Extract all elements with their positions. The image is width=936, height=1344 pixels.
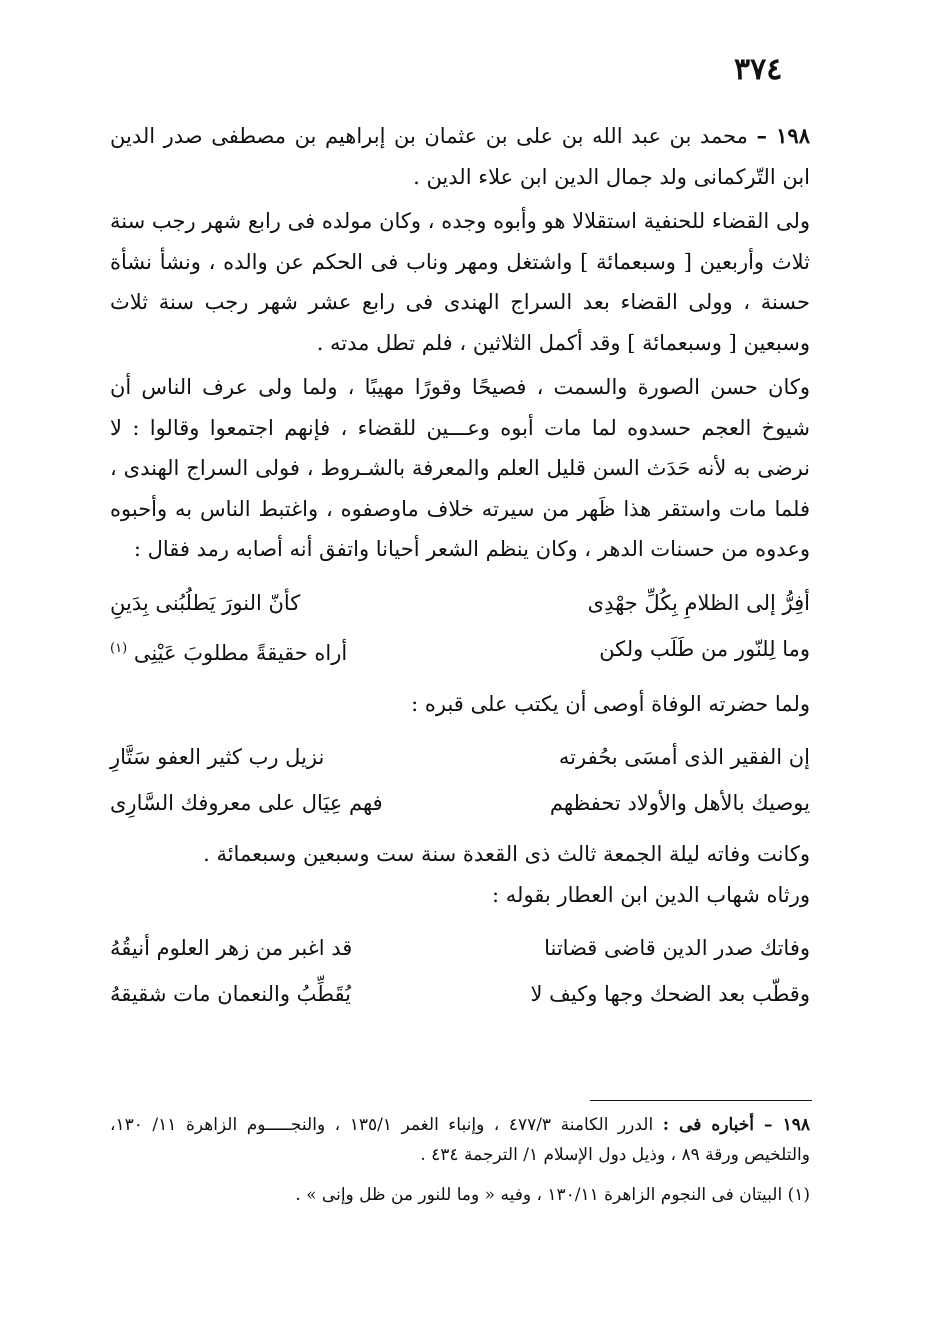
paragraph-character: وكان حسن الصورة والسمت ، فصيحًا وقورًا مهيبًا ، ولما ولى عرف الناس أن شيوخ العجم حسدوه لما مات أبوه وعـــين للقضاء ، فإنهم اجتمعوا وقالوا : لا نرضى به لأنه حَدَث السن قليل العلم والمعرفة بالشـروط ، فولى السراج الهندى ، فلما مات واستقر هذا ظَهر من سيرته خلاف ماوصفوه ، واغتبط الناس به وأحبوه وعدوه من حسنات الدهر ، وكان ينظم الشعر أحيانا واتفق أنه أصابه رمد فقال : (110, 375, 810, 561)
hemistich-first: إن الفقير الذى أمسَى بحُفرته (558, 745, 810, 769)
footnotes (110, 1110, 810, 1210)
verse (110, 626, 810, 676)
verse (110, 734, 810, 780)
hemistich-first: وقطّب بعد الضحك وجها وكيف لا (530, 982, 810, 1006)
hemistich-second: قد اغبر من زهر العلوم أنيقُهُ (110, 936, 353, 960)
footnote-sources-text: الدرر الكامنة ٤٧٧/٣ ، وإنباء الغمر ١٣٥/١ ، والنجـــــوم الزاهرة ١١/ ١٣٠، والتلخيص ورقة ٨٩ ، وذيل دول الإسلام ١/ الترجمة ٤٣٤ . (110, 1115, 810, 1165)
footnote-lead: ١٩٨ – أخباره فى : (662, 1115, 810, 1135)
paragraph-death-date: وكانت وفاته ليلة الجمعة ثالث ذى القعدة سنة ست وسبعين وسبعمائة . (203, 842, 810, 866)
hemistich-first: أفِرُّ إلى الظلامِ بِكُلِّ جهْدِى (587, 590, 810, 615)
main-text (110, 116, 810, 1025)
verse (110, 971, 810, 1017)
hemistich-second (110, 626, 450, 676)
verse (110, 925, 810, 971)
poem-elegy (110, 925, 810, 1017)
verse (110, 580, 810, 626)
entry-heading-text: محمد بن عبد الله بن على بن عثمان بن إبراهيم بن مصطفى صدر الدين ابن التّركمانى ولد جمال الدين ابن علاء الدين . (110, 124, 810, 189)
footnote-sources (110, 1110, 810, 1170)
entry-number: ١٩٨ – (756, 123, 810, 148)
hemistich-first: وما لِلنّور من طَلَب ولكن (599, 636, 810, 661)
entry-heading (110, 116, 810, 197)
footnote-verses: (١) البيتان فى النجوم الزاهرة ١٣٠/١١ ، وفيه « وما للنور من ظل وإنى » . (295, 1185, 810, 1205)
paragraph-death: ولما حضرته الوفاة أوصى أن يكتب على قبره : (411, 691, 810, 716)
hemistich-second-text: أراه حقيقةً مطلوبَ عَيْنِى (133, 640, 348, 665)
hemistich-first: وفاتك صدر الدين قاضى قضاتنا (544, 936, 810, 960)
paragraph-biography: ولى القضاء للحنفية استقلالا هو وأبوه وجده ، وكان مولده فى رابع شهر رجب سنة ثلاث وأربعين [ وسبعمائة ] واشتغل ومهر وناب فى الحكم عن والده ، ونشأ نشأة حسنة ، وولى القضاء بعد السراج الهندى فى رابع عشر شهر رجب سنة ثلاث وسبعين [ وسبعمائة ] وقد أكمل الثلاثين ، فلم تطل مدته . (110, 209, 810, 355)
paragraph-elegy-intro: ورثاه شهاب الدين ابن العطار بقوله : (492, 882, 810, 907)
poem-darkness (110, 580, 810, 676)
footnote-separator (590, 1100, 812, 1101)
page-number: ٣٧٤ (734, 52, 783, 87)
footnote-reference: (١) (110, 640, 128, 656)
hemistich-second: كأنّ النورَ يَطلُبُنى بِدَينِ (110, 590, 301, 615)
hemistich-second: فهم عِيَال على معروفك السَّارِى (110, 791, 383, 815)
hemistich-second: نزيل رب كثير العفو سَتَّارِ (110, 745, 325, 769)
verse (110, 780, 810, 826)
hemistich-first: يوصيك بالأهل والأولاد تحفظهم (549, 791, 810, 815)
poem-epitaph (110, 734, 810, 826)
hemistich-second: يُقَطِّبُ والنعمان مات شقيقهُ (110, 982, 351, 1006)
